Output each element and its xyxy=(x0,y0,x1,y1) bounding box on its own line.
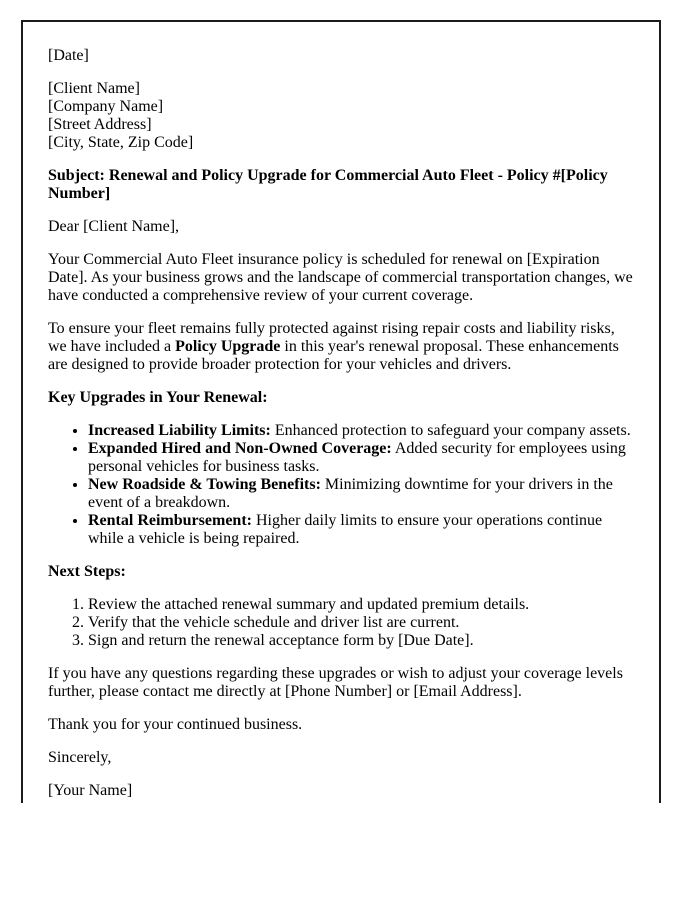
numbered-list-item: 2. Verify that the vehicle schedule and driver list are current. xyxy=(88,614,634,632)
bold-text-segment: Next Steps: xyxy=(48,563,126,580)
letter-content-box xyxy=(21,20,661,803)
bullet-item-label: New Roadside & Towing Benefits: xyxy=(88,476,321,493)
date-line xyxy=(48,47,634,65)
next-steps-list xyxy=(48,596,634,650)
bold-text-segment: Subject: Renewal and Policy Upgrade for Commercial Auto Fleet - Policy #[Policy Number] xyxy=(48,167,608,202)
text-segment: If you have any questions regarding these upgrades or wish to adjust your coverage levels further, please contact me directly at [Phone Number] or [Email Address]. xyxy=(48,665,623,700)
bullet-item-text: Minimizing downtime for your drivers in the event of a breakdown. xyxy=(88,476,613,511)
contact-paragraph xyxy=(48,665,634,701)
numbered-list-item: 3. Sign and return the renewal acceptance form by [Due Date]. xyxy=(88,632,634,650)
bullet-item-label: Expanded Hired and Non-Owned Coverage: xyxy=(88,440,392,457)
intro-paragraph xyxy=(48,251,634,305)
bullet-item-label: Increased Liability Limits: xyxy=(88,422,271,439)
key-upgrades-list xyxy=(48,422,634,548)
bullet-list-item xyxy=(88,476,634,512)
bullet-list-item xyxy=(88,422,634,440)
address-line: [City, State, Zip Code] xyxy=(48,134,194,151)
text-segment: Your Commercial Auto Fleet insurance policy is scheduled for renewal on [Expiration Date]. As your business grows and the landscape of commercial transportation changes, we have conducted a comprehensive review of your current coverage. xyxy=(48,251,633,304)
subject-line xyxy=(48,167,634,203)
bullet-item-label: Rental Reimbursement: xyxy=(88,512,252,529)
bullet-item-text: Higher daily limits to ensure your operations continue while a vehicle is being repaired. xyxy=(88,512,603,547)
text-segment: [Your Name] xyxy=(48,782,133,799)
address-line: [Client Name] xyxy=(48,80,140,97)
text-segment: in this year's renewal proposal. These enhancements are designed to provide broader protection for your vehicles and drivers. xyxy=(48,338,619,373)
text-segment: Sincerely, xyxy=(48,749,112,766)
upgrade-paragraph xyxy=(48,320,634,374)
address-line: [Company Name] xyxy=(48,98,164,115)
signature-name-line xyxy=(48,782,634,800)
numbered-list-item: 1. Review the attached renewal summary and updated premium details. xyxy=(88,596,634,614)
bullet-item-text: Added security for employees using personal vehicles for business tasks. xyxy=(88,440,626,475)
text-segment: [Date] xyxy=(48,47,89,64)
next-steps-heading xyxy=(48,563,634,581)
bullet-list-item xyxy=(88,440,634,476)
address-line: [Street Address] xyxy=(48,116,152,133)
thank-you-line xyxy=(48,716,634,734)
closing-line xyxy=(48,749,634,767)
bold-text-segment: Policy Upgrade xyxy=(175,338,281,355)
bullet-list-item xyxy=(88,512,634,548)
key-upgrades-heading xyxy=(48,389,634,407)
text-segment: Dear [Client Name], xyxy=(48,218,180,235)
bold-text-segment: Key Upgrades in Your Renewal: xyxy=(48,389,268,406)
recipient-address-block xyxy=(48,80,634,152)
bullet-item-text: Enhanced protection to safeguard your company assets. xyxy=(274,422,631,439)
text-segment: Thank you for your continued business. xyxy=(48,716,303,733)
salutation xyxy=(48,218,634,236)
text-segment: To ensure your fleet remains fully protected against rising repair costs and liability risks, we have included a xyxy=(48,320,615,355)
